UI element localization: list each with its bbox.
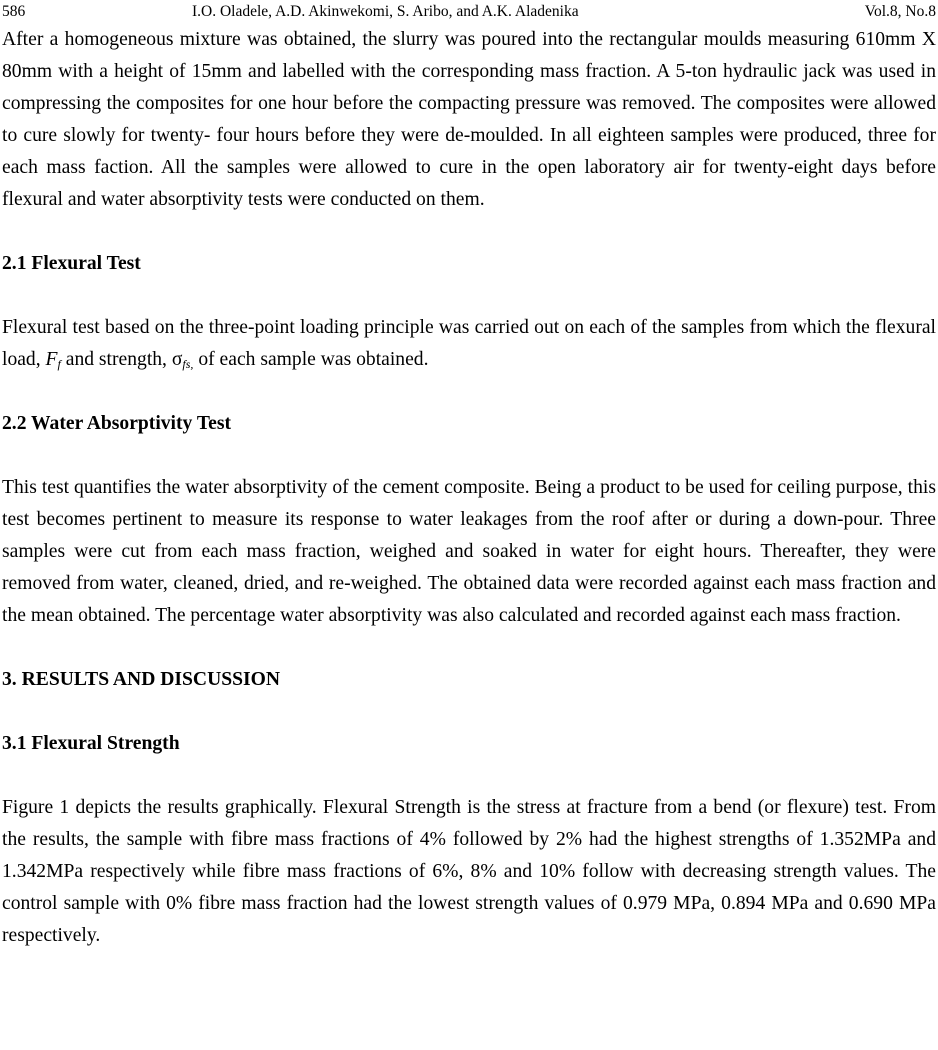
header-page-number: 586 [2, 3, 26, 20]
paper-page [2, 0, 936, 952]
flexural-text-part: and strength, σ [60, 349, 183, 370]
sigma-subscript: fs, [182, 357, 194, 371]
heading-water-absorptivity: 2.2 Water Absorptivity Test [2, 413, 231, 434]
header-authors: I.O. Oladele, A.D. Akinwekomi, S. Aribo, and A.K. Aladenika [192, 3, 579, 20]
heading-flexural-test: 2.1 Flexural Test [2, 253, 141, 274]
heading-flexural-strength: 3.1 Flexural Strength [2, 733, 180, 754]
running-header [2, 0, 936, 24]
flexural-load-symbol: $F_f$ [45, 349, 61, 371]
paragraph-intro: After a homogeneous mixture was obtained, the slurry was poured into the rectangular moulds measuring 610mm X 80mm with a height of 15mm and labelled with the corresponding mass fraction. A 5-ton hydraulic jack was used in compressing the composites for one hour before the compacting pressure was removed. The composites were allowed to cure slowly for twenty- four hours before they were de-moulded. In all eighteen samples were produced, three for each mass faction. All the samples were allowed to cure in the open laboratory air for twenty-eight days before flexural and water absorptivity tests were conducted on them. [2, 29, 936, 210]
flexural-text-part: of each sample was obtained. [193, 349, 429, 370]
paragraph-flexural-test [2, 312, 936, 376]
flexural-text-part: Flexural test based on the three-point loading principle was carried out on each of the samples from which the flexural load, [2, 317, 936, 370]
paragraph-flexural-strength: Figure 1 depicts the results graphically. Flexural Strength is the stress at fracture from a bend (or flexure) test. From the results, the sample with fibre mass fractions of 4% followed by 2% had the highest strengths of 1.352MPa and 1.342MPa respectively while fibre mass fractions of 6%, 8% and 10% follow with decreasing strength values. The control sample with 0% fibre mass fraction had the lowest strength values of 0.979 MPa, 0.894 MPa and 0.690 MPa respectively. [2, 797, 936, 946]
paragraph-water-absorptivity: This test quantifies the water absorptivity of the cement composite. Being a product to be used for ceiling purpose, this test becomes pertinent to measure its response to water leakages from the roof after or during a down-pour. Three samples were cut from each mass fraction, weighed and soaked in water for eight hours. Thereafter, they were removed from water, cleaned, dried, and re-weighed. The obtained data were recorded against each mass fraction and the mean obtained. The percentage water absorptivity was also calculated and recorded against each mass fraction. [2, 477, 936, 626]
heading-results-discussion: 3. RESULTS AND DISCUSSION [2, 669, 281, 690]
header-volume: Vol.8, No.8 [864, 3, 936, 20]
